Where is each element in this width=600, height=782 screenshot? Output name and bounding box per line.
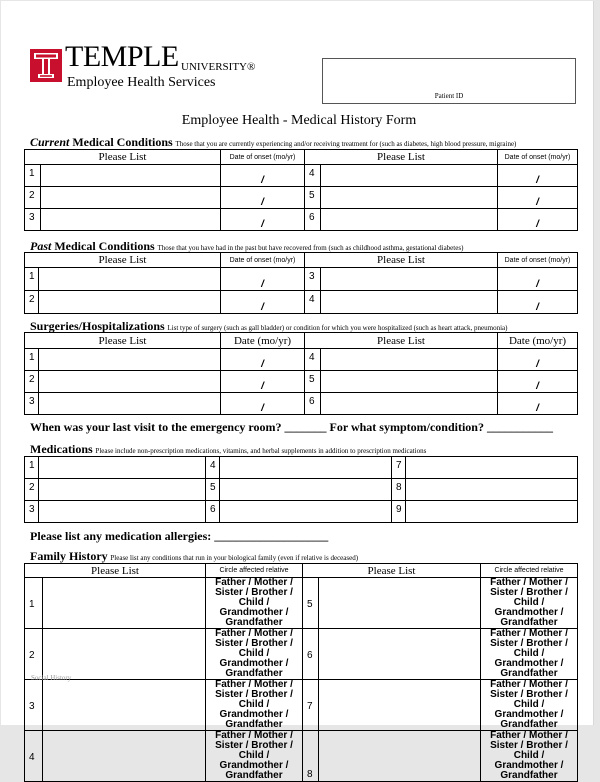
relative-options[interactable]: Father / Mother / Sister / Brother / Child / Grandmother / Grandfather	[206, 680, 303, 731]
medication-input[interactable]	[406, 457, 578, 479]
row-number: 7	[392, 457, 406, 479]
patient-id-label: Patient ID	[434, 92, 464, 100]
surgery-input[interactable]	[321, 349, 498, 371]
surgeries-table	[24, 332, 578, 415]
medication-allergies-question[interactable]: Please list any medication allergies: ___________________	[30, 529, 329, 543]
table-row	[25, 457, 578, 479]
row-number: 1	[25, 578, 43, 629]
col-header-date: Date (mo/yr)	[498, 333, 578, 349]
patient-id-field[interactable]	[322, 58, 576, 104]
condition-input[interactable]	[41, 209, 221, 231]
relative-options[interactable]: Father / Mother / Sister / Brother / Child / Grandmother / Grandfather	[481, 680, 578, 731]
past-conditions-table	[24, 252, 578, 314]
medication-input[interactable]	[220, 457, 392, 479]
table-row	[25, 731, 578, 782]
medication-input[interactable]	[39, 457, 206, 479]
condition-input[interactable]	[319, 731, 481, 782]
date-input[interactable]: /	[221, 187, 305, 209]
row-number: 2	[25, 371, 39, 393]
table-row	[25, 165, 578, 187]
date-input[interactable]: /	[221, 393, 305, 415]
medication-input[interactable]	[220, 501, 392, 523]
date-input[interactable]: /	[498, 393, 578, 415]
medication-input[interactable]	[39, 479, 206, 501]
medication-input[interactable]	[406, 501, 578, 523]
relative-options[interactable]: Father / Mother / Sister / Brother / Child / Grandmother / Grandfather	[206, 731, 303, 782]
condition-input[interactable]	[41, 165, 221, 187]
condition-input[interactable]	[39, 291, 221, 314]
table-row	[25, 291, 578, 314]
row-number: 1	[25, 268, 39, 291]
medications-heading: Medications Please include non-prescription medications, vitamins, and herbal supplements in addition to prescription medications	[30, 442, 427, 456]
condition-input[interactable]	[319, 629, 481, 680]
relative-options[interactable]: Father / Mother / Sister / Brother / Child / Grandmother / Grandfather	[481, 629, 578, 680]
relative-options[interactable]: Father / Mother / Sister / Brother / Child / Grandmother / Grandfather	[206, 629, 303, 680]
date-input[interactable]: /	[221, 291, 305, 314]
surgery-input[interactable]	[39, 393, 221, 415]
row-number: 4	[206, 457, 220, 479]
date-input[interactable]: /	[498, 165, 578, 187]
table-row	[25, 371, 578, 393]
past-conditions-heading: Past Medical Conditions Those that you have had in the past but have recovered from (such as childhood asthma, gestational diabetes)	[30, 239, 464, 253]
brand-name: TEMPLE	[65, 40, 179, 73]
row-number: 3	[305, 268, 321, 291]
col-header-list: Please List	[305, 150, 498, 165]
condition-input[interactable]	[41, 187, 221, 209]
medications-table	[24, 456, 578, 523]
cutoff-next-section-heading: Social History	[31, 674, 72, 682]
date-input[interactable]: /	[498, 291, 578, 314]
surgery-input[interactable]	[39, 371, 221, 393]
col-header-list: Please List	[25, 333, 221, 349]
condition-input[interactable]	[321, 291, 498, 314]
condition-input[interactable]	[319, 680, 481, 731]
col-header-list: Please List	[25, 564, 206, 578]
condition-input[interactable]	[321, 165, 498, 187]
condition-input[interactable]	[43, 578, 206, 629]
current-conditions-table	[24, 149, 578, 231]
condition-input[interactable]	[43, 731, 206, 782]
relative-options[interactable]: Father / Mother / Sister / Brother / Child / Grandmother / Grandfather	[481, 578, 578, 629]
condition-input[interactable]	[321, 187, 498, 209]
date-input[interactable]: /	[221, 268, 305, 291]
condition-input[interactable]	[39, 268, 221, 291]
emergency-room-question[interactable]: When was your last visit to the emergency room? _______ For what symptom/condition? ___________	[30, 420, 553, 434]
row-number: 2	[25, 187, 41, 209]
row-number: 6	[206, 501, 220, 523]
table-row	[25, 268, 578, 291]
family-history-table	[24, 563, 578, 782]
table-row	[25, 393, 578, 415]
row-number: 5	[206, 479, 220, 501]
current-conditions-heading: Current Medical Conditions Those that you are currently experiencing and/or receiving treatment for (such as diabetes, high blood pressure, migraine)	[30, 135, 517, 149]
date-input[interactable]: /	[221, 165, 305, 187]
row-number: 1	[25, 349, 39, 371]
col-header-date: Date of onset (mo/yr)	[221, 253, 305, 268]
row-number: 2	[25, 479, 39, 501]
row-number: 2	[25, 291, 39, 314]
row-number: 8	[392, 479, 406, 501]
condition-input[interactable]	[321, 268, 498, 291]
row-number: 8	[303, 731, 319, 782]
table-row	[25, 349, 578, 371]
date-input[interactable]: /	[221, 371, 305, 393]
condition-input[interactable]	[43, 680, 206, 731]
table-row	[25, 501, 578, 523]
date-input[interactable]: /	[498, 187, 578, 209]
medication-input[interactable]	[39, 501, 206, 523]
col-header-list: Please List	[305, 333, 498, 349]
date-input[interactable]: /	[498, 371, 578, 393]
col-header-list: Please List	[305, 253, 498, 268]
row-number: 9	[392, 501, 406, 523]
row-number: 7	[303, 680, 319, 731]
row-number: 4	[305, 165, 321, 187]
row-number: 4	[25, 731, 43, 782]
surgery-input[interactable]	[39, 349, 221, 371]
row-number: 1	[25, 457, 39, 479]
col-header-relative: Circle affected relative	[481, 564, 578, 578]
table-row	[25, 187, 578, 209]
condition-input[interactable]	[321, 209, 498, 231]
date-input[interactable]: /	[221, 209, 305, 231]
row-number: 4	[305, 349, 321, 371]
surgery-input[interactable]	[321, 371, 498, 393]
col-header-date: Date (mo/yr)	[221, 333, 305, 349]
brand-subtitle: Employee Health Services	[67, 75, 216, 90]
medication-input[interactable]	[406, 479, 578, 501]
col-header-date: Date of onset (mo/yr)	[498, 253, 578, 268]
row-number: 3	[25, 393, 39, 415]
col-header-date: Date of onset (mo/yr)	[498, 150, 578, 165]
col-header-relative: Circle affected relative	[206, 564, 303, 578]
brand-university: UNIVERSITY®	[181, 61, 256, 73]
col-header-list: Please List	[303, 564, 481, 578]
temple-logo-icon	[30, 49, 62, 82]
table-row	[25, 479, 578, 501]
row-number: 5	[305, 187, 321, 209]
date-input[interactable]: /	[498, 209, 578, 231]
relative-options[interactable]: Father / Mother / Sister / Brother / Child / Grandmother / Grandfather	[481, 731, 578, 782]
date-input[interactable]: /	[498, 268, 578, 291]
date-input[interactable]: /	[498, 349, 578, 371]
row-number: 5	[303, 578, 319, 629]
condition-input[interactable]	[319, 578, 481, 629]
table-row	[25, 578, 578, 629]
relative-options[interactable]: Father / Mother / Sister / Brother / Child / Grandmother / Grandfather	[206, 578, 303, 629]
row-number: 5	[305, 371, 321, 393]
family-history-heading: Family History Please list any conditions that run in your biological family (even if relative is deceased)	[30, 549, 359, 563]
row-number: 6	[305, 209, 321, 231]
row-number: 3	[25, 501, 39, 523]
row-number: 3	[25, 209, 41, 231]
date-input[interactable]: /	[221, 349, 305, 371]
document-page	[1, 1, 594, 781]
col-header-list: Please List	[25, 150, 221, 165]
row-number: 6	[305, 393, 321, 415]
condition-input[interactable]	[43, 629, 206, 680]
row-number: 6	[303, 629, 319, 680]
row-number: 2	[25, 629, 43, 680]
row-number: 1	[25, 165, 41, 187]
col-header-list: Please List	[25, 253, 221, 268]
surgery-input[interactable]	[321, 393, 498, 415]
col-header-date: Date of onset (mo/yr)	[221, 150, 305, 165]
medication-input[interactable]	[220, 479, 392, 501]
form-title: Employee Health - Medical History Form	[181, 113, 417, 128]
table-row	[25, 629, 578, 680]
surgeries-heading: Surgeries/Hospitalizations List type of surgery (such as gall bladder) or condition for which you were hospitalized (such as heart attack, pneumonia)	[30, 319, 508, 333]
row-number: 3	[25, 680, 43, 731]
row-number: 4	[305, 291, 321, 314]
table-row	[25, 209, 578, 231]
table-row	[25, 680, 578, 731]
